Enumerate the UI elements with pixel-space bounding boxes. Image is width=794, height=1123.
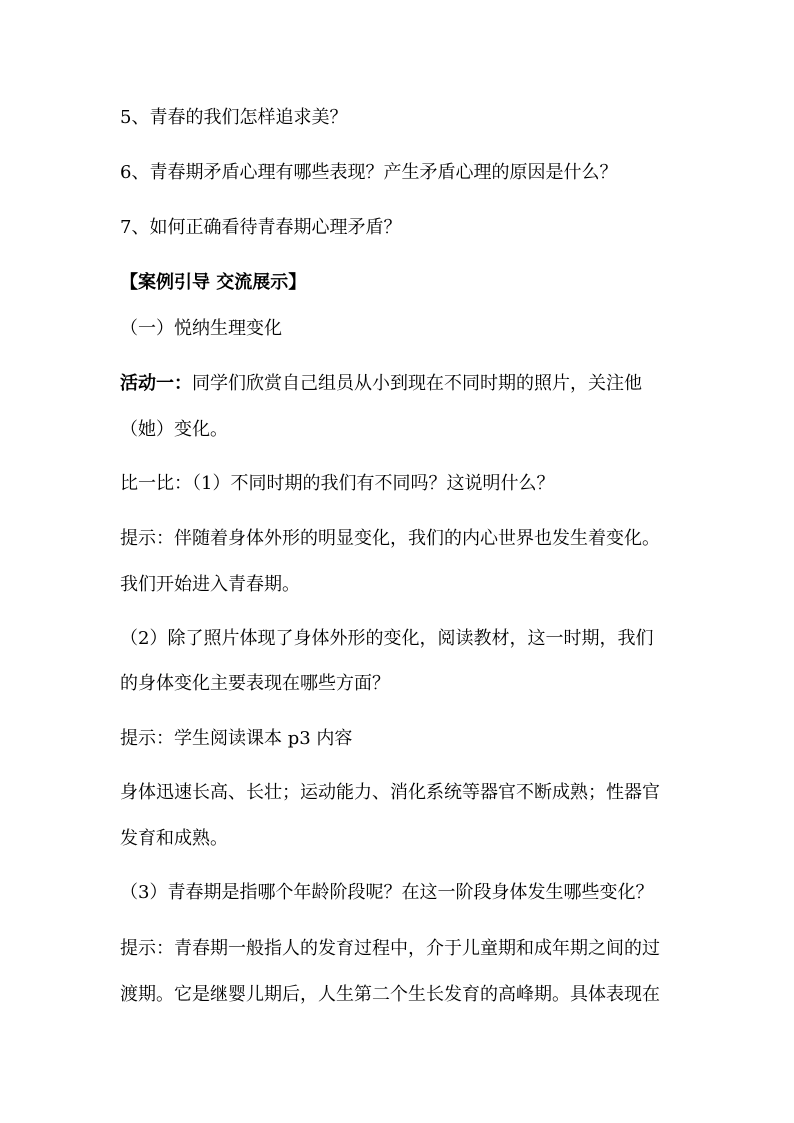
hint-1-line-2: 我们开始进入青春期。 [120,574,300,595]
question-2-line-1: （2）除了照片体现了身体外形的变化，阅读教材，这一时期，我们 [120,628,654,649]
activity-label: 活动一： [120,373,192,394]
hint-3-line-2: 渡期。它是继婴儿期后，人生第二个生长发育的高峰期。具体表现在 [120,984,660,1005]
activity-text: 同学们欣赏自己组员从小到现在不同时期的照片，关注他 [192,373,642,394]
question-5: 5、青春的我们怎样追求美？ [120,107,348,128]
question-3: （3）青春期是指哪个年龄阶段呢？在这一阶段身体发生哪些变化？ [120,882,654,903]
activity-line-2: （她）变化。 [120,419,228,440]
section-heading: 【案例引导 交流展示】 [120,272,307,293]
body-change-line-2: 发育和成熟。 [120,828,228,849]
subsection-title: （一）悦纳生理变化 [120,318,282,339]
question-7: 7、如何正确看待青春期心理矛盾？ [120,217,402,238]
compare-question: 比一比：（1）不同时期的我们有不同吗？这说明什么？ [120,473,555,494]
question-2-line-2: 的身体变化主要表现在哪些方面？ [120,673,390,694]
hint-1-line-1: 提示：伴随着身体外形的明显变化，我们的内心世界也发生着变化。 [120,528,660,549]
activity-line-1 [120,372,642,396]
question-6: 6、青春期矛盾心理有哪些表现？产生矛盾心理的原因是什么？ [120,162,618,183]
hint-3-line-1: 提示：青春期一般指人的发育过程中，介于儿童期和成年期之间的过 [120,938,660,959]
hint-2: 提示：学生阅读课本 p3 内容 [120,728,353,749]
body-change-line-1: 身体迅速长高、长壮；运动能力、消化系统等器官不断成熟；性器官 [120,782,660,803]
